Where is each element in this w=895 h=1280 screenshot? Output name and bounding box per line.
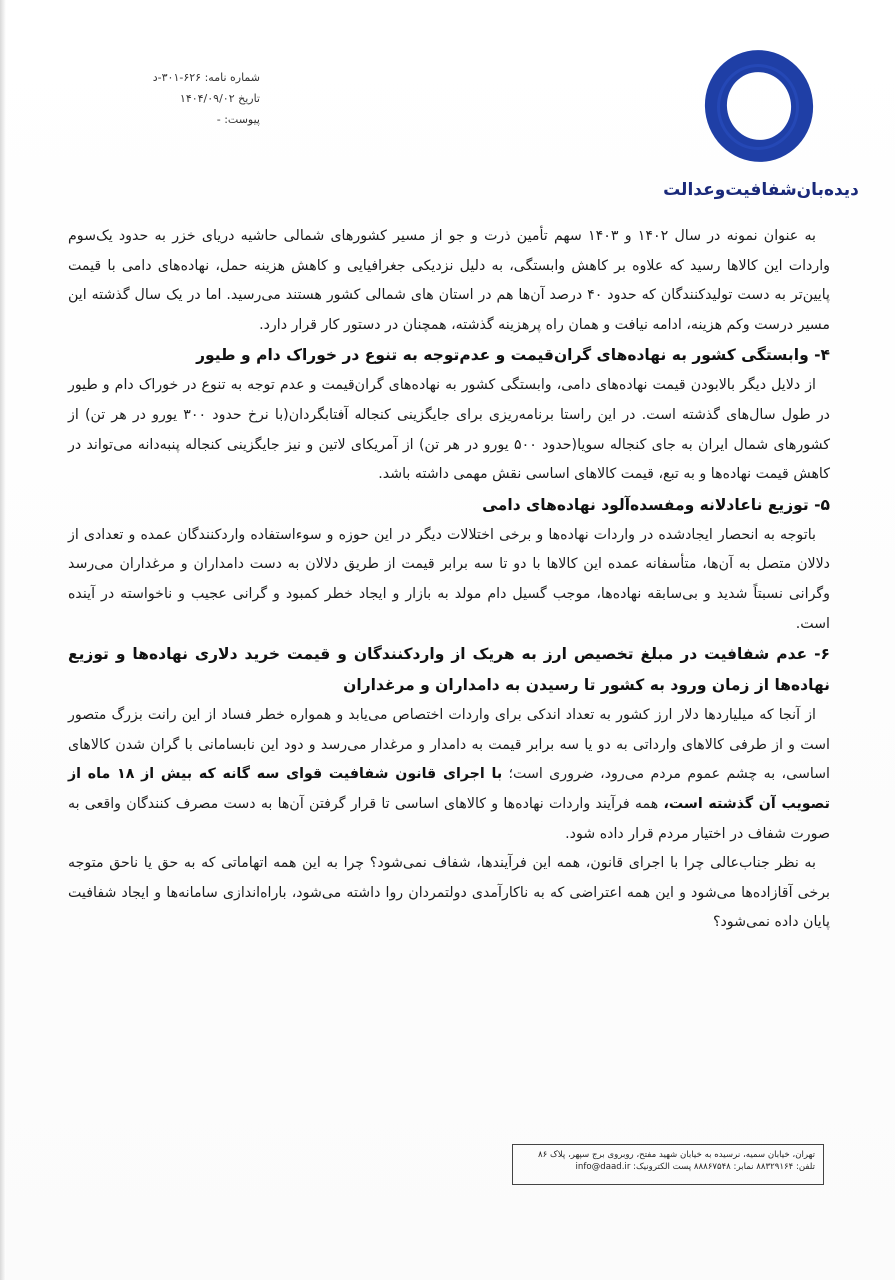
- paragraph-section-6-emphasis: با اجرای قانون شفافیت قوای سه گانه که بیش از ۱۸ ماه از تصویب آن گذشته است،: [68, 766, 830, 812]
- paragraph-section-4: از دلایل دیگر بالابودن قیمت نهاده‌های دامی، وابستگی کشور به نهاده‌های گران‌قیمت و عدم توجه به تنوع در خوراک دام و طیور در طول سال‌های گذشته است. در این راستا برنامه‌ریزی برای جایگزینی کنجاله آفتابگردان(با نرخ حدود ۳۰۰ یورو در هر تن) از کشورهای شمال ایران به جای کنجاله سویا(حدود ۵۰۰ یورو در هر تن) از آمریکای لاتین و نیز جایگزینی کنجاله پنبه‌دانه می‌تواند در کاهش قیمت نهاده‌ها و به تبع، قیمت کالاهای اساسی نقش مهمی داشته باشد.: [68, 377, 830, 483]
- scan-edge-shadow: [0, 0, 6, 1280]
- organization-logo: [647, 42, 877, 212]
- heading-section-5: ۵- توزیع ناعادلانه ومفسده‌آلود نهاده‌های دامی: [482, 495, 830, 514]
- footer-contact: تلفن: ۸۸۳۲۹۱۶۴ نمابر: ۸۸۸۶۷۵۴۸ پست الکترونیک: info@daad.ir: [575, 1162, 815, 1172]
- letter-meta: [60, 67, 260, 130]
- letter-body: [68, 222, 830, 938]
- logo-name: دیده‌بان‌شفافیت‌وعدالت: [663, 180, 859, 200]
- paragraph-section-5: باتوجه به انحصار ایجادشده در واردات نهاده‌ها و برخی اختلالات دیگر در این حوزه و سوءاستفاده واردکنندگان عمده و تعدادی از دلالان متصل به آن‌ها، متأسفانه عمده این کالاها با دو تا سه برابر قیمت از طریق دلالان به دست دامداران و مرغداران می‌رسد وگرانی نسبتاً شدید و بی‌سابقه نهاده‌ها، موجب گسیل دام مولد به بازار و ایجاد خطر کمبود و گرانی عجیب و ناخواسته در آینده است.: [68, 526, 830, 632]
- heading-section-6: ۶- عدم شفافیت در مبلغ تخصیص ارز به هریک از واردکنندگان و قیمت خرید دلاری نهاده‌ها و توزیع نهاده‌ها از زمان ورود به کشور تا رسیدن به دامداران و مرغداران: [68, 645, 830, 695]
- paragraph-section-6-end: همه فرآیند واردات نهاده‌ها و کالاهای اساسی تا قرار گرفتن آن‌ها به دست مصرف کنندگان واقعی به صورت شفاف در اختیار مردم قرار داده شود.: [68, 795, 830, 842]
- letter-number: شماره نامه: ۶۲۶-۳۰۱-د: [152, 71, 260, 84]
- logo-ring-inner-icon: [717, 64, 799, 150]
- paragraph-intro: به عنوان نمونه در سال ۱۴۰۲ و ۱۴۰۳ سهم تأمین ذرت و جو از مسیر کشورهای شمالی حاشیه دریای خزر به حدود یک‌سوم واردات این کالاها رسید که علاوه بر کاهش وابستگی، به دلیل نزدیکی جغرافیایی و کاهش هزینه حمل، نهاده‌های دامی با قیمت پایین‌تر به دست تولیدکنندگان که حدود ۴۰ درصد آن‌ها هم در استان های شمالی کشور هستند می‌رسید. اما در یک سال گذشته این مسیر درست وکم هزینه، ادامه نیافت و همان راه پرهزینه گذشته، همچنان در دستور کار قرار دارد.: [68, 228, 830, 333]
- paragraph-section-6: [68, 701, 830, 849]
- paragraph-section-6-start: از آنجا که میلیاردها دلار ارز کشور به تعداد اندکی برای واردات اختصاص می‌یابد و همواره خطر فساد از این رانت بزرگ متصور است و از طرفی کالاهای وارداتی به دو یا سه برابر قیمت به دامدار و مرغدار می‌رسد و دود این نابسامانی با گران شدن کالاهای اساسی، به چشم عموم مردم می‌رود، ضروری است؛: [68, 707, 830, 783]
- heading-section-4: ۴- وابستگی کشور به نهاده‌های گران‌قیمت و عدم‌توجه به تنوع در خوراک دام و طیور: [196, 346, 830, 365]
- paragraph-closing-question: به نظر جناب‌عالی چرا با اجرای قانون، همه این فرآیندها، شفاف نمی‌شود؟ چرا به این همه اتهاماتی که به حق یا ناحق متوجه برخی آقازاده‌ها می‌شود و این همه اعتراضی که به ناکارآمدی دولتمردان روا داشته می‌شود، باراه‌اندازی سامانه‌ها و ایجاد شفافیت پایان داده نمی‌شود؟: [68, 855, 830, 931]
- letter-date: تاریخ ۱۴۰۴/۰۹/۰۲: [179, 92, 260, 105]
- footer-address: تهران، خیابان سمیه، نرسیده به خیابان شهید مفتح، روبروی برج سپهر، پلاک ۸۶: [538, 1150, 815, 1160]
- letter-attachment: پیوست: -: [216, 113, 260, 126]
- footer-address-box: [512, 1144, 824, 1185]
